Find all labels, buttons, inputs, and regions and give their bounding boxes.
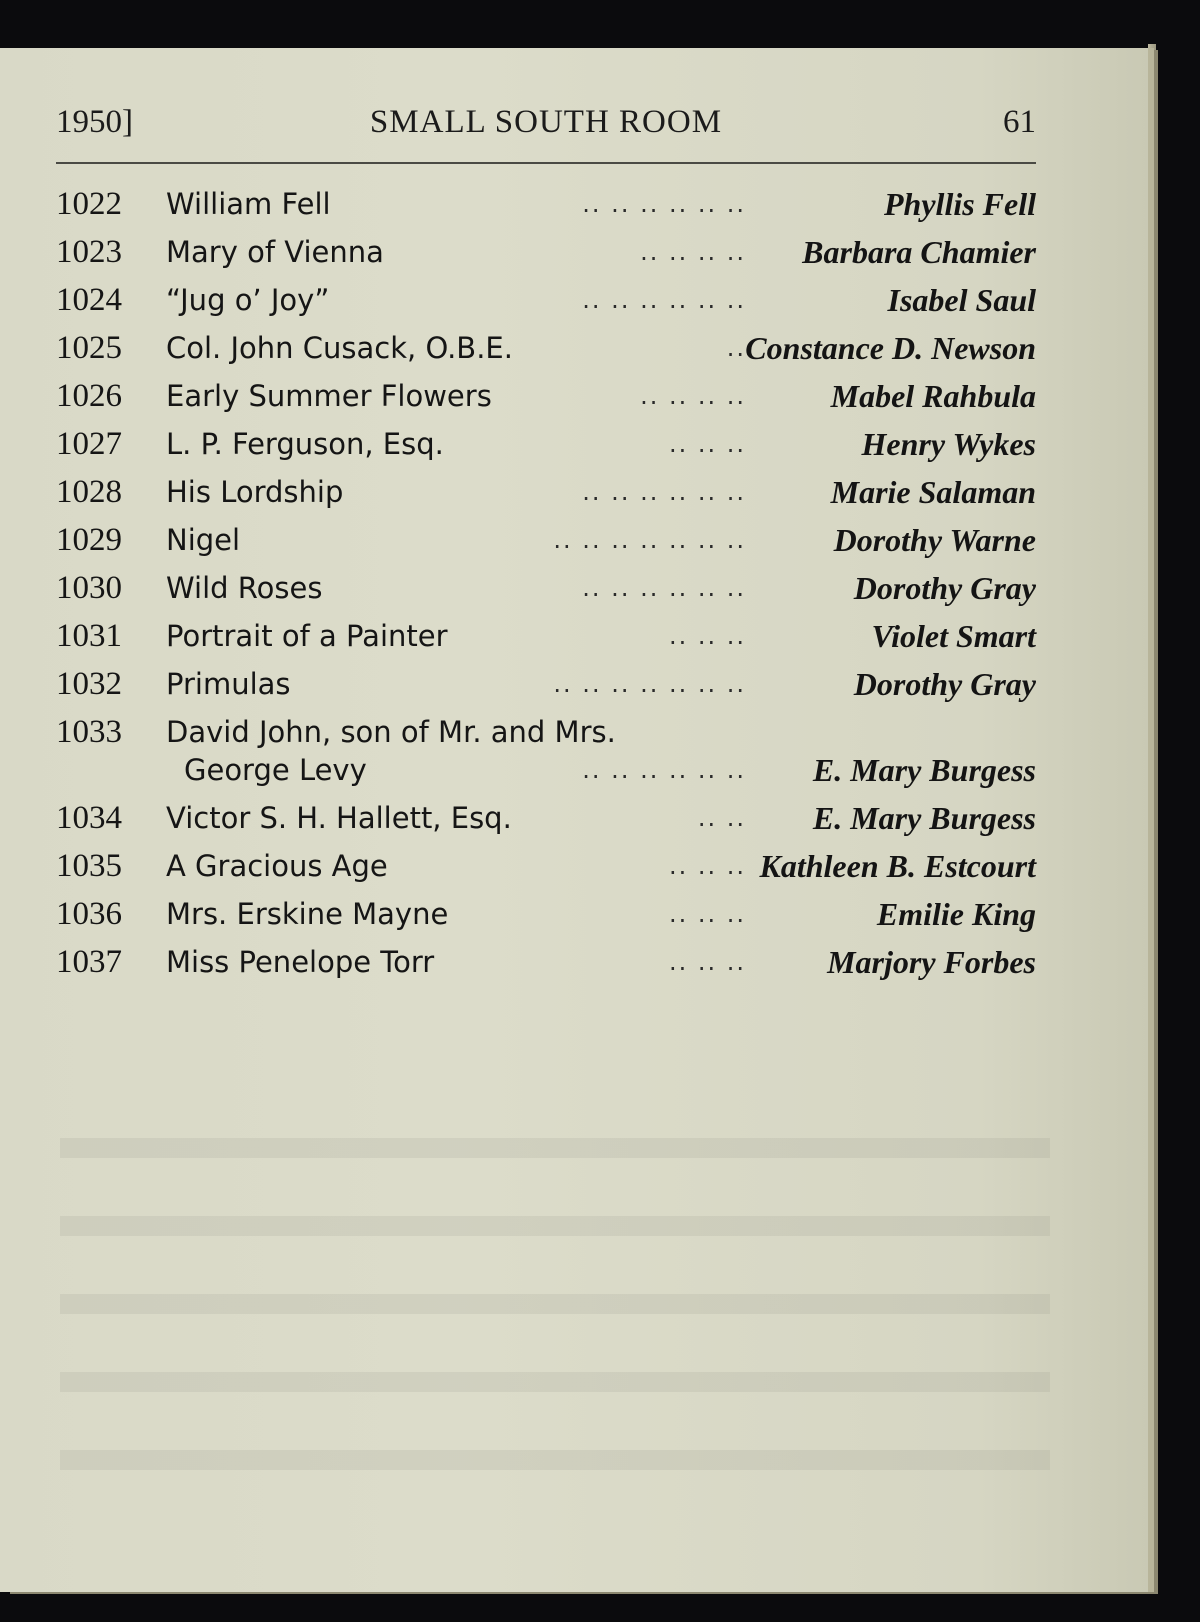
dot-leader: .. .. .. (668, 852, 746, 880)
entry-title: “Jug o’ Joy” (166, 283, 330, 317)
entry-artist: Marie Salaman (830, 474, 1036, 510)
entry-number: 1023 (56, 234, 122, 270)
entry-number: 1022 (56, 186, 122, 222)
entry-artist: Violet Smart (871, 618, 1036, 654)
catalogue-entry (56, 180, 1036, 228)
entry-artist: Dorothy Gray (853, 570, 1036, 606)
entry-title: Miss Penelope Torr (166, 945, 435, 979)
catalogue-entry (56, 228, 1036, 276)
dot-leader: .. .. .. (668, 622, 746, 650)
catalogue-list (56, 180, 1036, 986)
entry-number: 1024 (56, 282, 122, 318)
entry-title: Portrait of a Painter (166, 619, 448, 653)
entry-artist: E. Mary Burgess (812, 800, 1036, 836)
header-rule (56, 162, 1036, 164)
catalogue-entry (56, 516, 1036, 564)
entry-number: 1037 (56, 944, 122, 980)
entry-number: 1033 (56, 714, 122, 750)
entry-artist: Henry Wykes (861, 426, 1036, 462)
entry-artist: Emilie King (876, 896, 1036, 932)
entry-number: 1035 (56, 848, 122, 884)
entry-artist: Marjory Forbes (827, 944, 1036, 980)
entry-title: L. P. Ferguson, Esq. (166, 427, 444, 461)
entry-artist: Kathleen B. Estcourt (759, 848, 1036, 884)
dot-leader: .. (726, 334, 746, 362)
entry-number: 1029 (56, 522, 122, 558)
entry-title: A Gracious Age (166, 849, 388, 883)
page-edge (1148, 44, 1156, 1584)
dot-leader: .. .. (697, 804, 746, 832)
entry-title-continued: George Levy (184, 753, 367, 787)
entry-number: 1028 (56, 474, 122, 510)
entry-number: 1025 (56, 330, 122, 366)
entry-artist: Dorothy Warne (833, 522, 1036, 558)
catalogue-entry (56, 372, 1036, 420)
entry-number: 1034 (56, 800, 122, 836)
running-head-title: SMALL SOUTH ROOM (369, 104, 723, 140)
running-head-year: 1950] (56, 104, 133, 140)
dot-leader: .. .. .. .. (640, 382, 746, 410)
entry-number: 1030 (56, 570, 122, 606)
entry-artist: Barbara Chamier (802, 234, 1036, 270)
dot-leader: .. .. .. .. .. .. (582, 286, 746, 314)
entry-artist: Isabel Saul (887, 282, 1036, 318)
dot-leader: .. .. .. .. (640, 238, 746, 266)
dot-leader: .. .. .. .. .. .. (582, 756, 746, 784)
dot-leader: .. .. .. .. .. .. (582, 574, 746, 602)
catalogue-entry (56, 564, 1036, 612)
entry-number: 1031 (56, 618, 122, 654)
dot-leader: .. .. .. .. .. .. .. (553, 670, 746, 698)
dot-leader: .. .. .. .. .. .. (582, 190, 746, 218)
entry-title: Victor S. H. Hallett, Esq. (166, 801, 512, 835)
entry-number: 1036 (56, 896, 122, 932)
dot-leader: .. .. .. (668, 948, 746, 976)
catalogue-entry (56, 276, 1036, 324)
catalogue-entry (56, 660, 1036, 708)
catalogue-entry (56, 468, 1036, 516)
entry-title: Col. John Cusack, O.B.E. (166, 331, 513, 365)
catalogue-entry (56, 708, 1036, 794)
catalogue-entry (56, 890, 1036, 938)
entry-title: Primulas (166, 667, 291, 701)
catalogue-entry (56, 938, 1036, 986)
catalogue-entry (56, 612, 1036, 660)
dot-leader: .. .. .. .. .. .. .. (553, 526, 746, 554)
page-number: 61 (1003, 104, 1036, 140)
entry-number: 1026 (56, 378, 122, 414)
entry-title: Wild Roses (166, 571, 323, 605)
dot-leader: .. .. .. (668, 900, 746, 928)
entry-artist: Dorothy Gray (853, 666, 1036, 702)
entry-title: His Lordship (166, 475, 344, 509)
catalogue-entry (56, 842, 1036, 890)
entry-number: 1027 (56, 426, 122, 462)
entry-artist: Constance D. Newson (745, 330, 1036, 366)
catalogue-entry (56, 794, 1036, 842)
entry-title: Mrs. Erskine Mayne (166, 897, 449, 931)
dot-leader: .. .. .. (668, 430, 746, 458)
running-head (56, 104, 1036, 148)
entry-artist: E. Mary Burgess (812, 752, 1036, 788)
entry-title: Mary of Vienna (166, 235, 384, 269)
catalogue-entry (56, 324, 1036, 372)
entry-number: 1032 (56, 666, 122, 702)
catalogue-entry (56, 420, 1036, 468)
entry-title: David John, son of Mr. and Mrs. (166, 715, 616, 749)
show-through-text (60, 1098, 1050, 1498)
entry-title: Early Summer Flowers (166, 379, 492, 413)
entry-artist: Phyllis Fell (884, 186, 1036, 222)
entry-title: Nigel (166, 523, 241, 557)
dot-leader: .. .. .. .. .. .. (582, 478, 746, 506)
entry-artist: Mabel Rahbula (830, 378, 1036, 414)
entry-title: William Fell (166, 187, 331, 221)
